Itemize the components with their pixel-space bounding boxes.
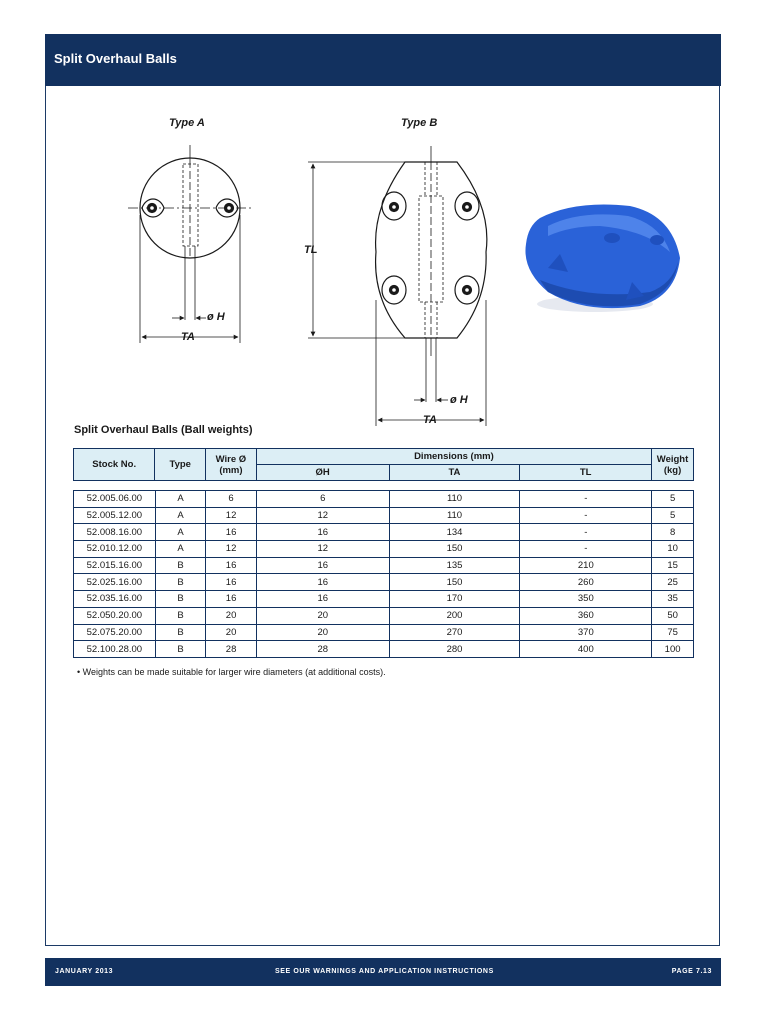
- cell-wire: 16: [206, 524, 257, 541]
- footer-page-number: PAGE 7.13: [671, 968, 712, 975]
- cell-h: 16: [256, 524, 389, 541]
- cell-weight: 8: [652, 524, 694, 541]
- table-note: • Weights can be made suitable for larger wire diameters (at additional costs).: [77, 667, 386, 677]
- cell-wire: 16: [206, 574, 257, 591]
- page-title: Split Overhaul Balls: [54, 51, 177, 66]
- cell-stock: 52.050.20.00: [74, 607, 156, 624]
- cell-stock: 52.015.16.00: [74, 557, 156, 574]
- cell-ta: 270: [389, 624, 520, 641]
- cell-stock: 52.035.16.00: [74, 591, 156, 608]
- table-row: [74, 641, 694, 658]
- type-b-dim-ta: TA: [423, 414, 437, 426]
- cell-type: A: [155, 541, 206, 558]
- cell-tl: 260: [520, 574, 652, 591]
- table-row: [74, 491, 694, 508]
- cell-tl: 360: [520, 607, 652, 624]
- col-ta: TA: [389, 465, 520, 481]
- col-dimensions: Dimensions (mm): [256, 449, 651, 465]
- cell-stock: 52.100.28.00: [74, 641, 156, 658]
- cell-wire: 20: [206, 624, 257, 641]
- cell-type: B: [155, 607, 206, 624]
- cell-wire: 16: [206, 557, 257, 574]
- cell-weight: 5: [652, 507, 694, 524]
- col-weight: Weight (kg): [652, 449, 694, 481]
- cell-tl: 370: [520, 624, 652, 641]
- cell-wire: 16: [206, 591, 257, 608]
- cell-stock: 52.010.12.00: [74, 541, 156, 558]
- type-a-dim-h: ø H: [207, 311, 225, 323]
- type-b-dim-tl: TL: [304, 244, 318, 256]
- table-row: [74, 574, 694, 591]
- type-a-dim-ta: TA: [181, 331, 195, 343]
- cell-tl: -: [520, 491, 652, 508]
- table-row: [74, 524, 694, 541]
- cell-stock: 52.008.16.00: [74, 524, 156, 541]
- table-row: [74, 557, 694, 574]
- cell-weight: 100: [652, 641, 694, 658]
- cell-type: B: [155, 624, 206, 641]
- spec-table-body: [73, 490, 694, 658]
- cell-tl: 400: [520, 641, 652, 658]
- cell-type: B: [155, 557, 206, 574]
- cell-stock: 52.005.12.00: [74, 507, 156, 524]
- cell-type: A: [155, 507, 206, 524]
- type-a-label: Type A: [169, 117, 205, 129]
- cell-weight: 50: [652, 607, 694, 624]
- cell-ta: 200: [389, 607, 520, 624]
- cell-wire: 12: [206, 541, 257, 558]
- cell-ta: 134: [389, 524, 520, 541]
- cell-wire: 6: [206, 491, 257, 508]
- table-row: [74, 541, 694, 558]
- cell-type: B: [155, 591, 206, 608]
- cell-h: 28: [256, 641, 389, 658]
- col-wire: Wire Ø (mm): [206, 449, 257, 481]
- cell-h: 20: [256, 624, 389, 641]
- cell-type: A: [155, 491, 206, 508]
- cell-tl: 210: [520, 557, 652, 574]
- cell-h: 16: [256, 557, 389, 574]
- cell-ta: 110: [389, 491, 520, 508]
- col-tl: TL: [520, 465, 652, 481]
- cell-stock: 52.075.20.00: [74, 624, 156, 641]
- col-h: ØH: [256, 465, 389, 481]
- table-row: [74, 591, 694, 608]
- cell-ta: 170: [389, 591, 520, 608]
- cell-stock: 52.025.16.00: [74, 574, 156, 591]
- type-b-dim-h: ø H: [450, 394, 468, 406]
- cell-tl: -: [520, 507, 652, 524]
- cell-tl: -: [520, 541, 652, 558]
- cell-weight: 10: [652, 541, 694, 558]
- cell-wire: 28: [206, 641, 257, 658]
- spec-table-header: [73, 448, 694, 481]
- cell-h: 12: [256, 507, 389, 524]
- product-photo: [525, 205, 680, 313]
- cell-weight: 75: [652, 624, 694, 641]
- type-b-drawing: [308, 146, 487, 426]
- cell-h: 16: [256, 574, 389, 591]
- cell-type: B: [155, 574, 206, 591]
- cell-ta: 110: [389, 507, 520, 524]
- footer-warning: SEE OUR WARNINGS AND APPLICATION INSTRUCTIONS: [275, 968, 494, 975]
- table-row: [74, 607, 694, 624]
- table-title: Split Overhaul Balls (Ball weights): [74, 424, 253, 436]
- table-row: [74, 624, 694, 641]
- type-b-label: Type B: [401, 117, 438, 129]
- cell-h: 6: [256, 491, 389, 508]
- cell-ta: 150: [389, 541, 520, 558]
- cell-h: 12: [256, 541, 389, 558]
- technical-drawings: [0, 0, 768, 440]
- cell-h: 20: [256, 607, 389, 624]
- col-stock: Stock No.: [74, 449, 155, 481]
- cell-type: B: [155, 641, 206, 658]
- cell-weight: 25: [652, 574, 694, 591]
- page-footer: [45, 958, 721, 986]
- cell-wire: 20: [206, 607, 257, 624]
- footer-date: JANUARY 2013: [55, 968, 114, 975]
- cell-weight: 5: [652, 491, 694, 508]
- cell-weight: 15: [652, 557, 694, 574]
- cell-stock: 52.005.06.00: [74, 491, 156, 508]
- table-row: [74, 507, 694, 524]
- cell-ta: 135: [389, 557, 520, 574]
- col-type: Type: [155, 449, 206, 481]
- cell-weight: 35: [652, 591, 694, 608]
- cell-tl: 350: [520, 591, 652, 608]
- cell-h: 16: [256, 591, 389, 608]
- cell-ta: 150: [389, 574, 520, 591]
- cell-type: A: [155, 524, 206, 541]
- cell-tl: -: [520, 524, 652, 541]
- cell-ta: 280: [389, 641, 520, 658]
- type-a-drawing: [128, 145, 252, 343]
- cell-wire: 12: [206, 507, 257, 524]
